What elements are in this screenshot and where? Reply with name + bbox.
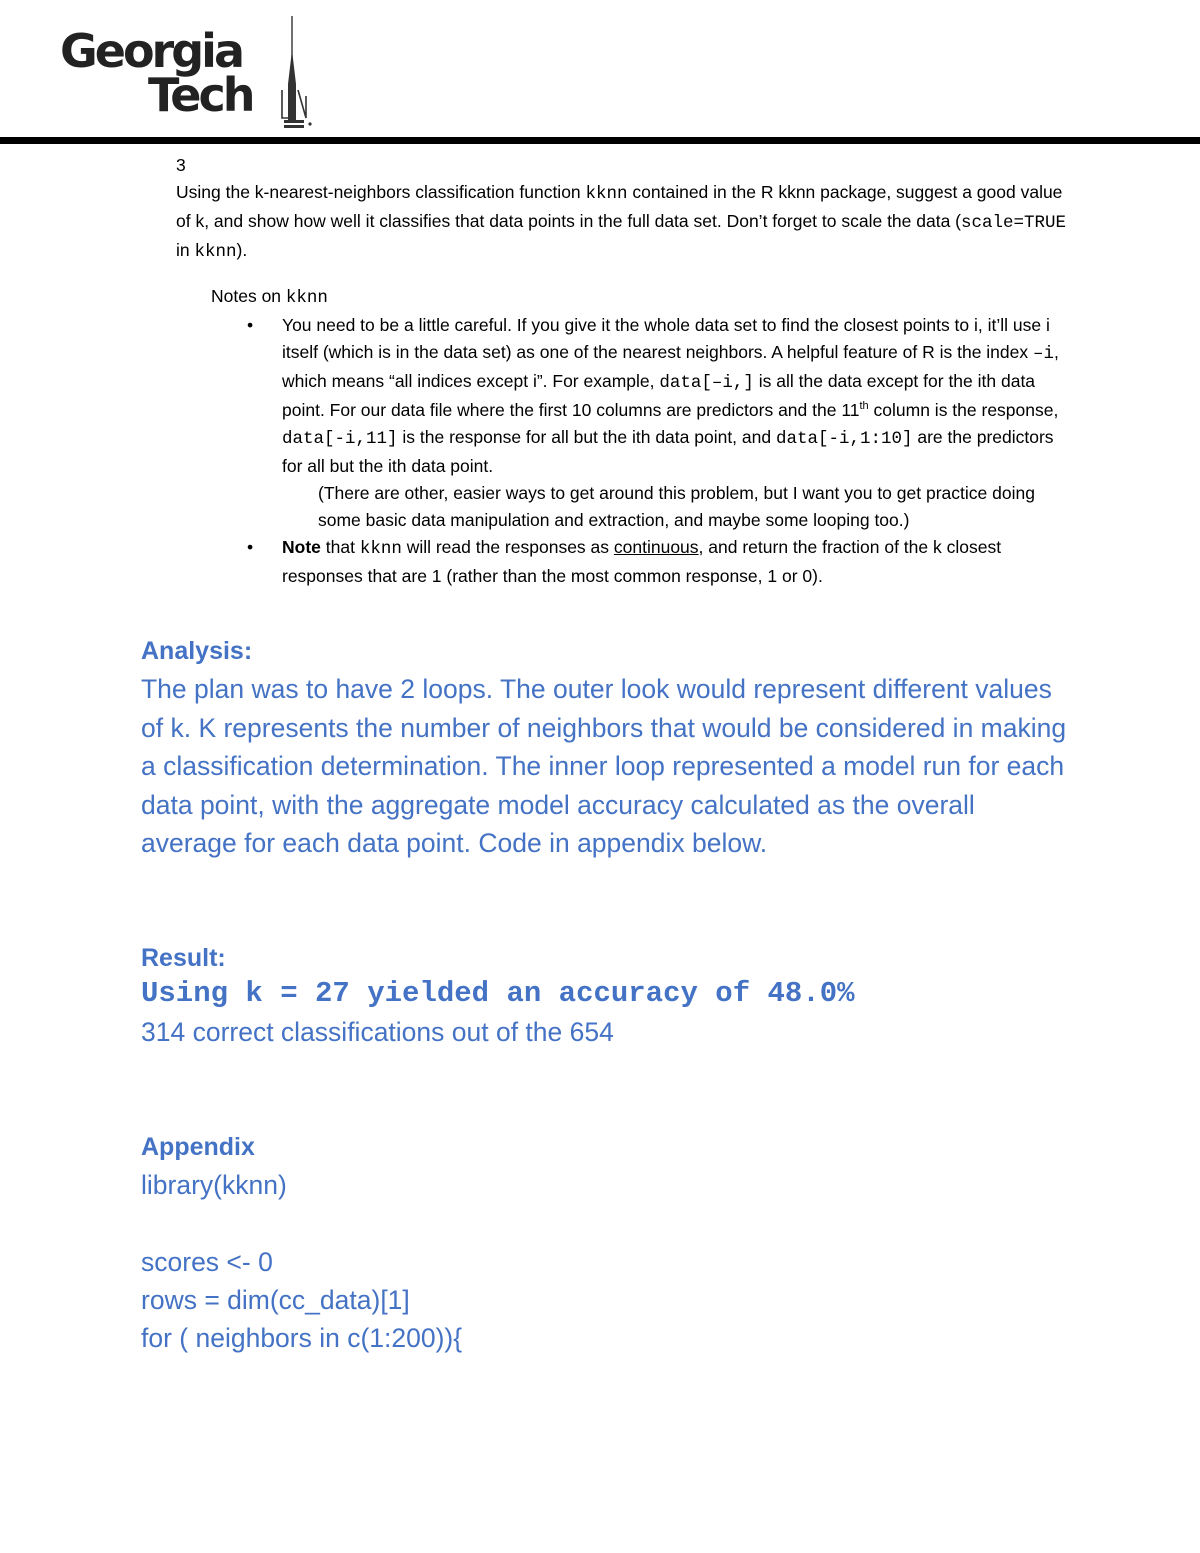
- logo-word-tech: Tech: [148, 68, 253, 122]
- analysis-text: The plan was to have 2 loops. The outer look would represent different values of k. K represents the number of neighbors that would be considered in making a classification determination. The inner loop represented a model run for each data point, with the aggregate model accuracy calculated as the overall average for each data point. Code in appendix below.: [141, 674, 1067, 858]
- notes-title: Notes on kknn: [211, 286, 328, 308]
- bullet-icon: •: [247, 537, 254, 557]
- header-rule: [0, 137, 1200, 144]
- notes-block: [211, 283, 1071, 590]
- tech-tower-icon: [278, 14, 328, 132]
- logo-word-georgia: Georgia: [60, 24, 242, 78]
- appendix-code-line: for ( neighbors in c(1:200)){: [141, 1323, 463, 1353]
- result-summary: Using k = 27 yielded an accuracy of 48.0%: [141, 977, 855, 1010]
- list-item: • Note that kknn will read the responses as continuous, and return the fraction of the k closest responses that are 1 (rather than the most common response, 1 or 0).: [211, 534, 1071, 590]
- analysis-heading: Analysis:: [141, 637, 253, 665]
- question-block: [176, 152, 1076, 266]
- appendix-code-line: scores <- 0: [141, 1247, 273, 1277]
- georgia-tech-logo: [58, 14, 328, 132]
- result-heading: Result:: [141, 944, 226, 972]
- list-item: • You need to be a little careful. If you give it the whole data set to find the closest points to i, it’ll use i itself (which is in the data set) as one of the nearest neighbors. A helpful feature of R is the index –i, which means “all indices except i”. For example, data[–i,] is all the data except for the ith data point. For our data file where the first 10 columns are predictors and the 11th column is the response, data[-i,11] is the response for all but the ith data point, and data[-i,1:10] are the predictors for all but the ith data point. (There are other, easier ways to get around this problem, but I want you to get practice doing some basic data manipulation and extraction, and maybe some looping too.): [211, 312, 1071, 534]
- result-text: 314 correct classifications out of the 654: [141, 1017, 614, 1047]
- bullet-icon: •: [247, 315, 254, 335]
- appendix-code-line: library(kknn): [141, 1170, 287, 1200]
- notes-aside: (There are other, easier ways to get around this problem, but I want you to get practice doing some basic data manipulation and extraction, and maybe some looping too.): [318, 483, 1035, 530]
- question-number: 3: [176, 155, 186, 175]
- appendix-code-line: rows = dim(cc_data)[1]: [141, 1285, 410, 1315]
- question-text: Using the k-nearest-neighbors classification function kknn contained in the R kknn package, suggest a good value of k, and show how well it classifies that data points in the full data set. Don’t forget to scale the data (scale=TRUE in kknn).: [176, 182, 1067, 262]
- appendix-heading: Appendix: [141, 1133, 255, 1161]
